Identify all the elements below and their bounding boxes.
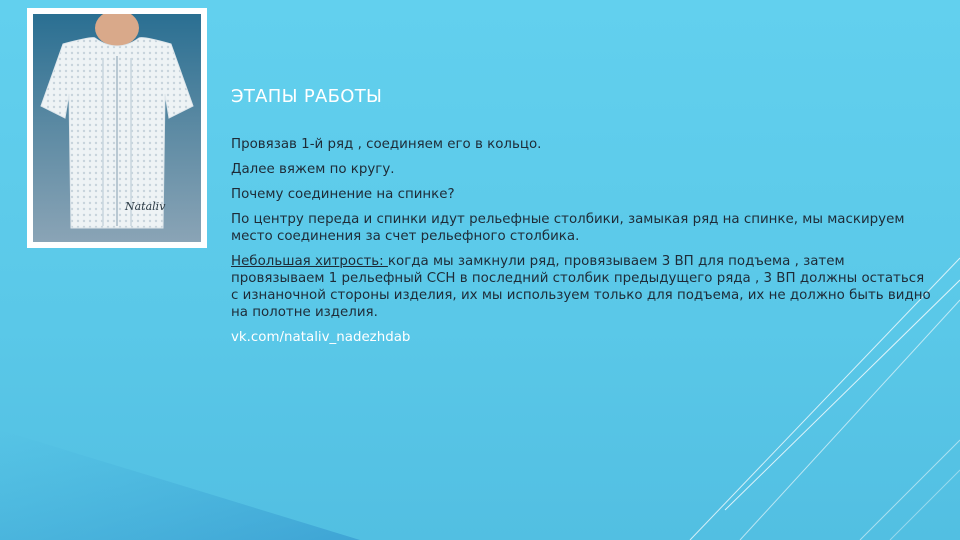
paragraph-first-row: Провязав 1-й ряд , соединяем его в кольцо. [231, 137, 542, 152]
deco-line [860, 440, 960, 540]
source-link[interactable]: vk.com/nataliv_nadezhdab [231, 330, 411, 345]
hint-label: Небольшая хитрость: [231, 254, 388, 269]
paragraph-hint [231, 253, 931, 321]
deco-line [890, 470, 960, 540]
paragraph-knit-round: Далее вяжем по кругу. [231, 162, 395, 177]
photo-signature: Nataliv [125, 200, 166, 213]
sweater-photo-frame [27, 8, 207, 248]
hint-text: когда мы замкнули ряд, провязываем 3 ВП для подъема , затем провязываем 1 рельефный ССН в последний столбик предыдущего ряда , 3 ВП должны остаться с изнаночной стороны изделия, их мы используем только для подъема, их не должно быть видно на полотне изделия. [231, 254, 931, 320]
slide-title: ЭТАПЫ РАБОТЫ [231, 86, 383, 107]
paragraph-explanation: По центру переда и спинки идут рельефные столбики, замыкая ряд на спинке, мы маскируем место соединения за счет рельефного столбика. [231, 212, 905, 244]
sweater-photo [33, 14, 201, 242]
corner-shade [0, 430, 360, 540]
paragraph-question: Почему соединение на спинке? [231, 187, 455, 202]
slide-content [231, 86, 931, 346]
